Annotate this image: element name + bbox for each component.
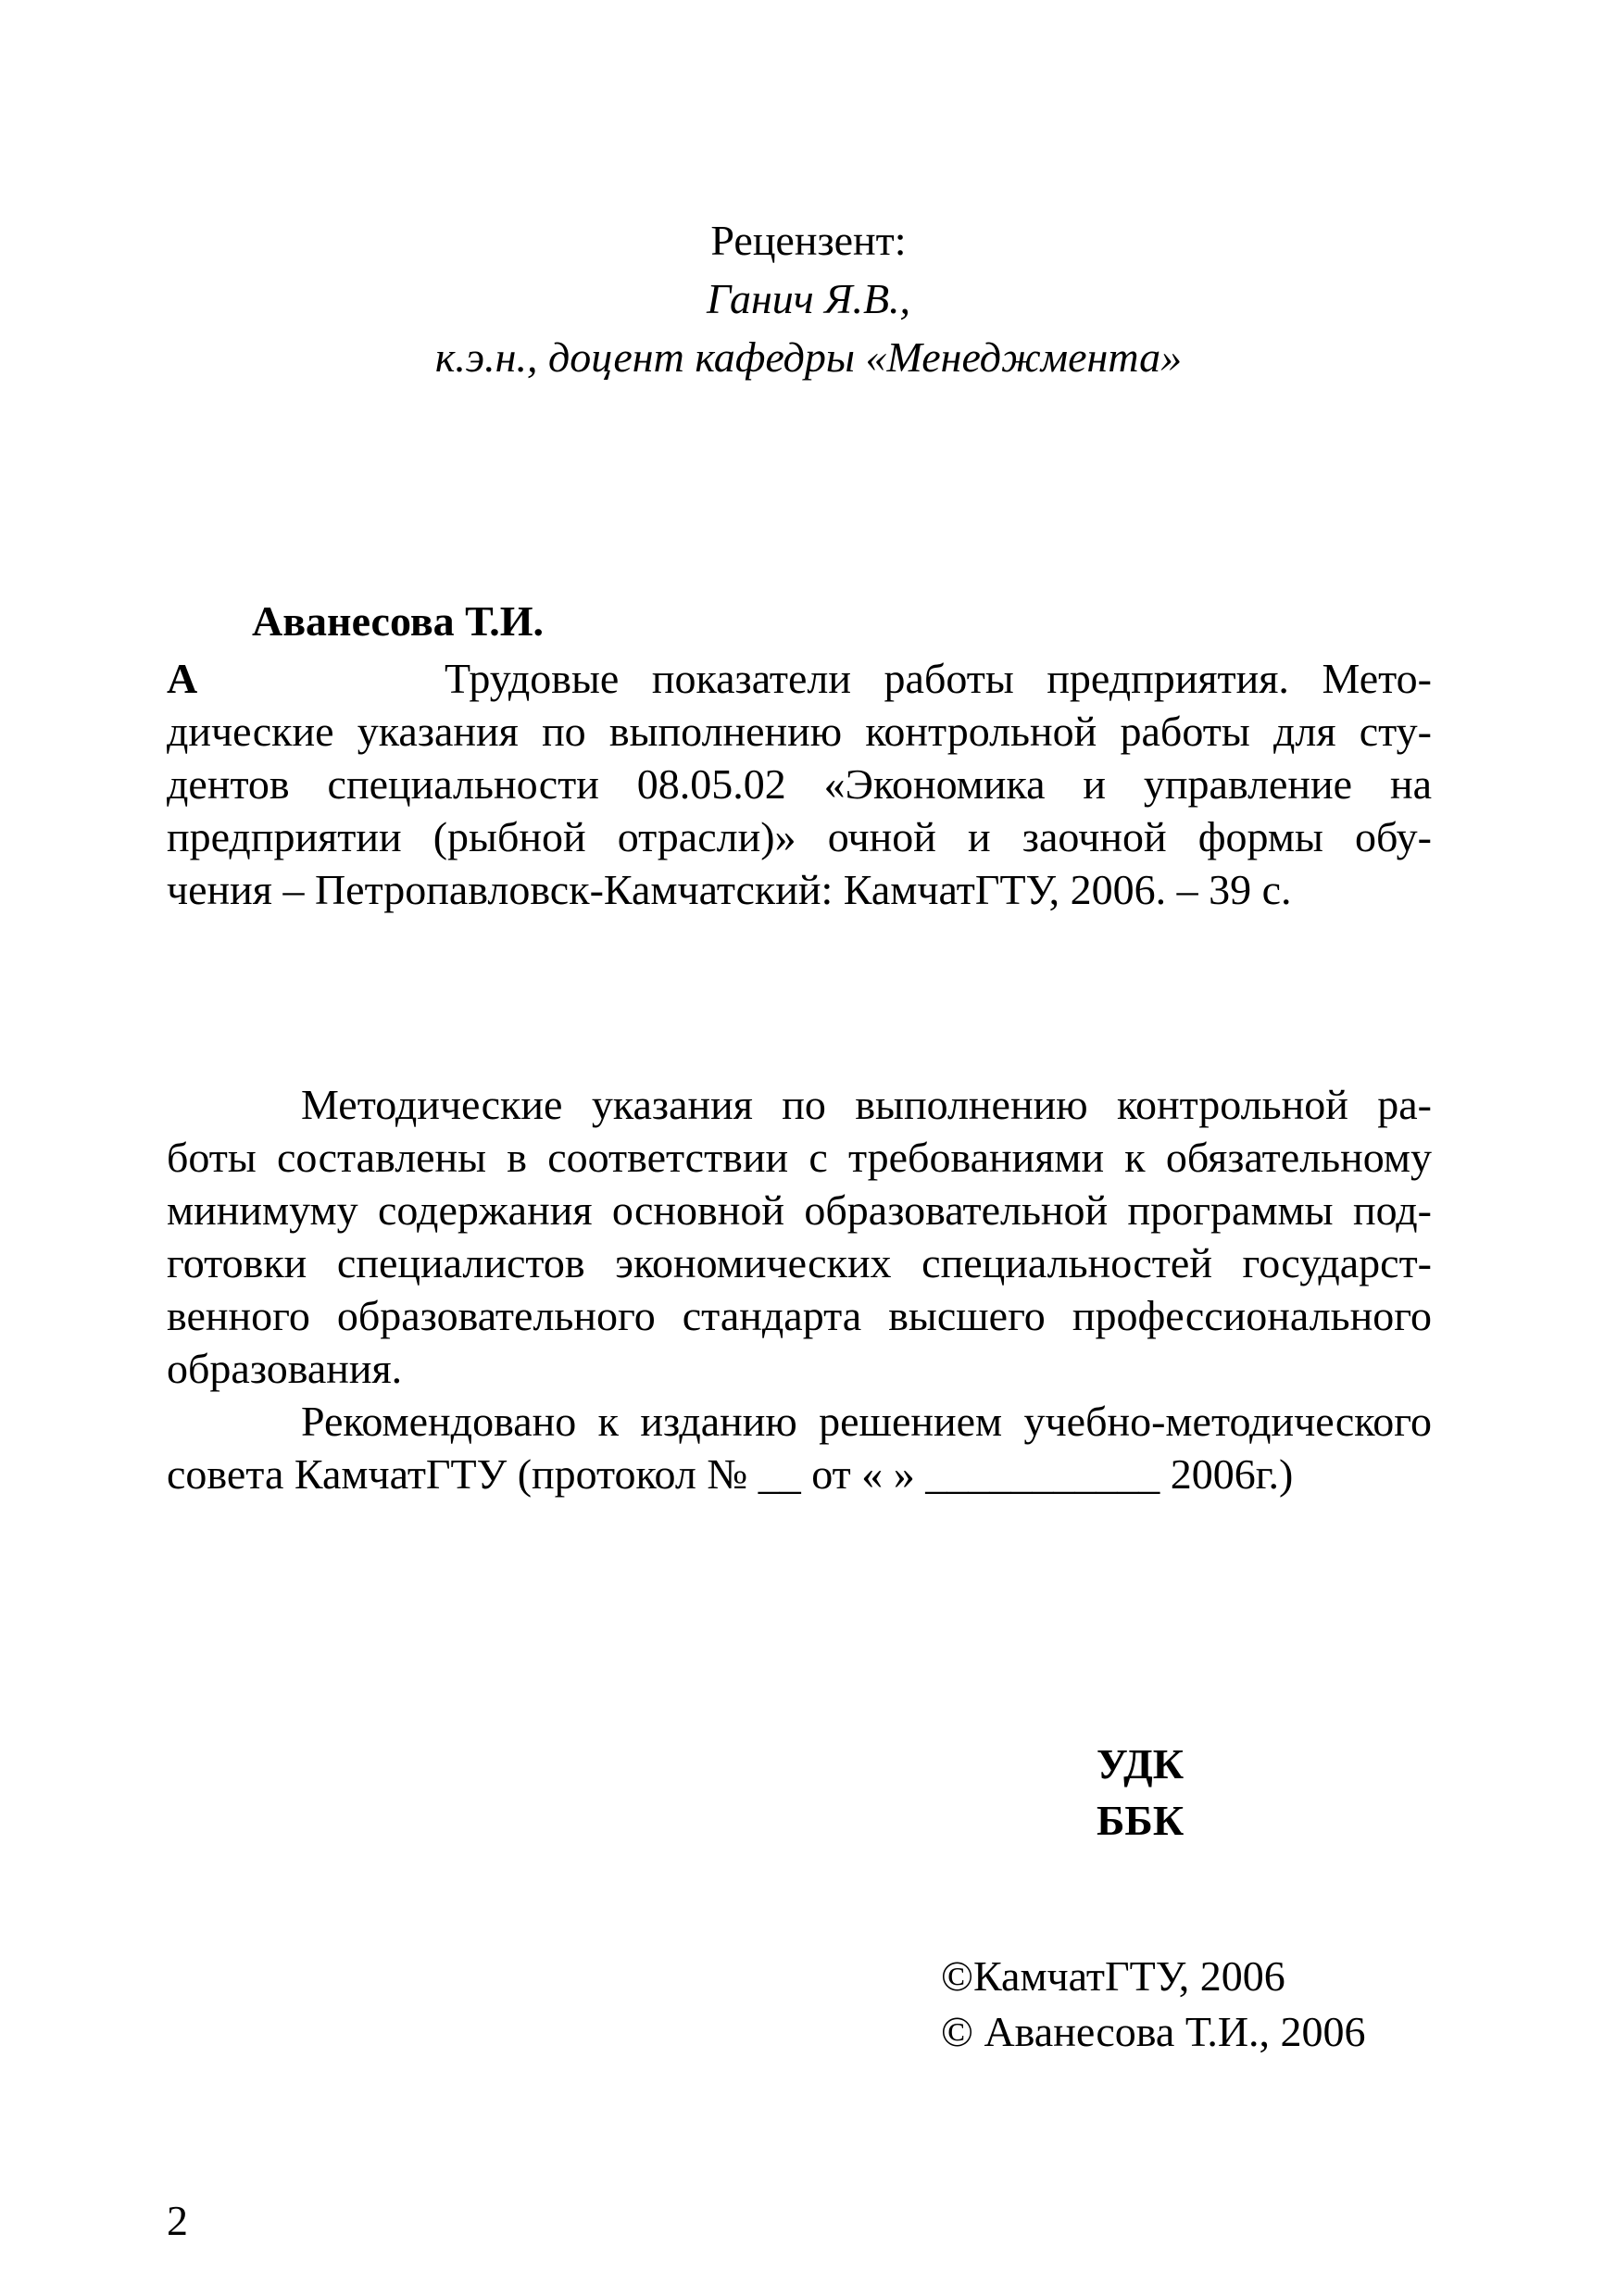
bbk-code: ББК — [1097, 1797, 1185, 1844]
classification-codes — [1097, 1736, 1184, 1849]
reviewer-label: Рецензент: — [710, 217, 907, 264]
description-block — [167, 1078, 1432, 1500]
page-number: 2 — [167, 2197, 188, 2244]
description-line: венного образовательного стандарта высшего профессионального — [167, 1292, 1432, 1339]
biblio-title-line: Трудовые показатели работы предприятия. Мето- — [445, 655, 1432, 702]
description-line: Методические указания по выполнению контрольной ра- — [301, 1081, 1432, 1128]
biblio-line: дентов специальности 08.05.02 «Экономика и управление на — [167, 760, 1432, 808]
reviewer-position: к.э.н., доцент кафедры «Менеджмента» — [434, 333, 1183, 381]
description-line: образования. — [167, 1345, 403, 1392]
udk-code: УДК — [1097, 1740, 1185, 1788]
reviewer-name: Ганич Я.В., — [706, 275, 911, 322]
recommendation-line: совета КамчатГТУ (протокол № __ от « » ___________ 2006г.) — [167, 1450, 1294, 1498]
recommendation-line: Рекомендовано к изданию решением учебно-методического — [301, 1398, 1432, 1445]
description-line: боты составлены в соответствии с требованиями к обязательному — [167, 1134, 1432, 1181]
biblio-line: предприятии (рыбной отрасли)» очной и заочной формы обу- — [167, 813, 1432, 860]
biblio-line: дические указания по выполнению контрольной работы для сту- — [167, 708, 1432, 755]
bibliographic-record — [167, 595, 1432, 916]
copyright-author: © Аванесова Т.И., 2006 — [941, 2008, 1366, 2055]
biblio-line: чения – Петропавловск-Камчатский: КамчатГТУ, 2006. – 39 с. — [167, 866, 1292, 913]
author-name: Аванесова Т.И. — [252, 597, 545, 645]
description-line: готовки специалистов экономических специальностей государст- — [167, 1239, 1432, 1286]
description-line: минимуму содержания основной образовательной программы под- — [167, 1186, 1432, 1234]
reviewer-block — [278, 211, 1339, 386]
copyright-publisher: ©КамчатГТУ, 2006 — [941, 1952, 1285, 2000]
biblio-first-line — [167, 652, 1432, 705]
copyright-block — [941, 1949, 1366, 2060]
author-sign: А — [167, 655, 198, 702]
